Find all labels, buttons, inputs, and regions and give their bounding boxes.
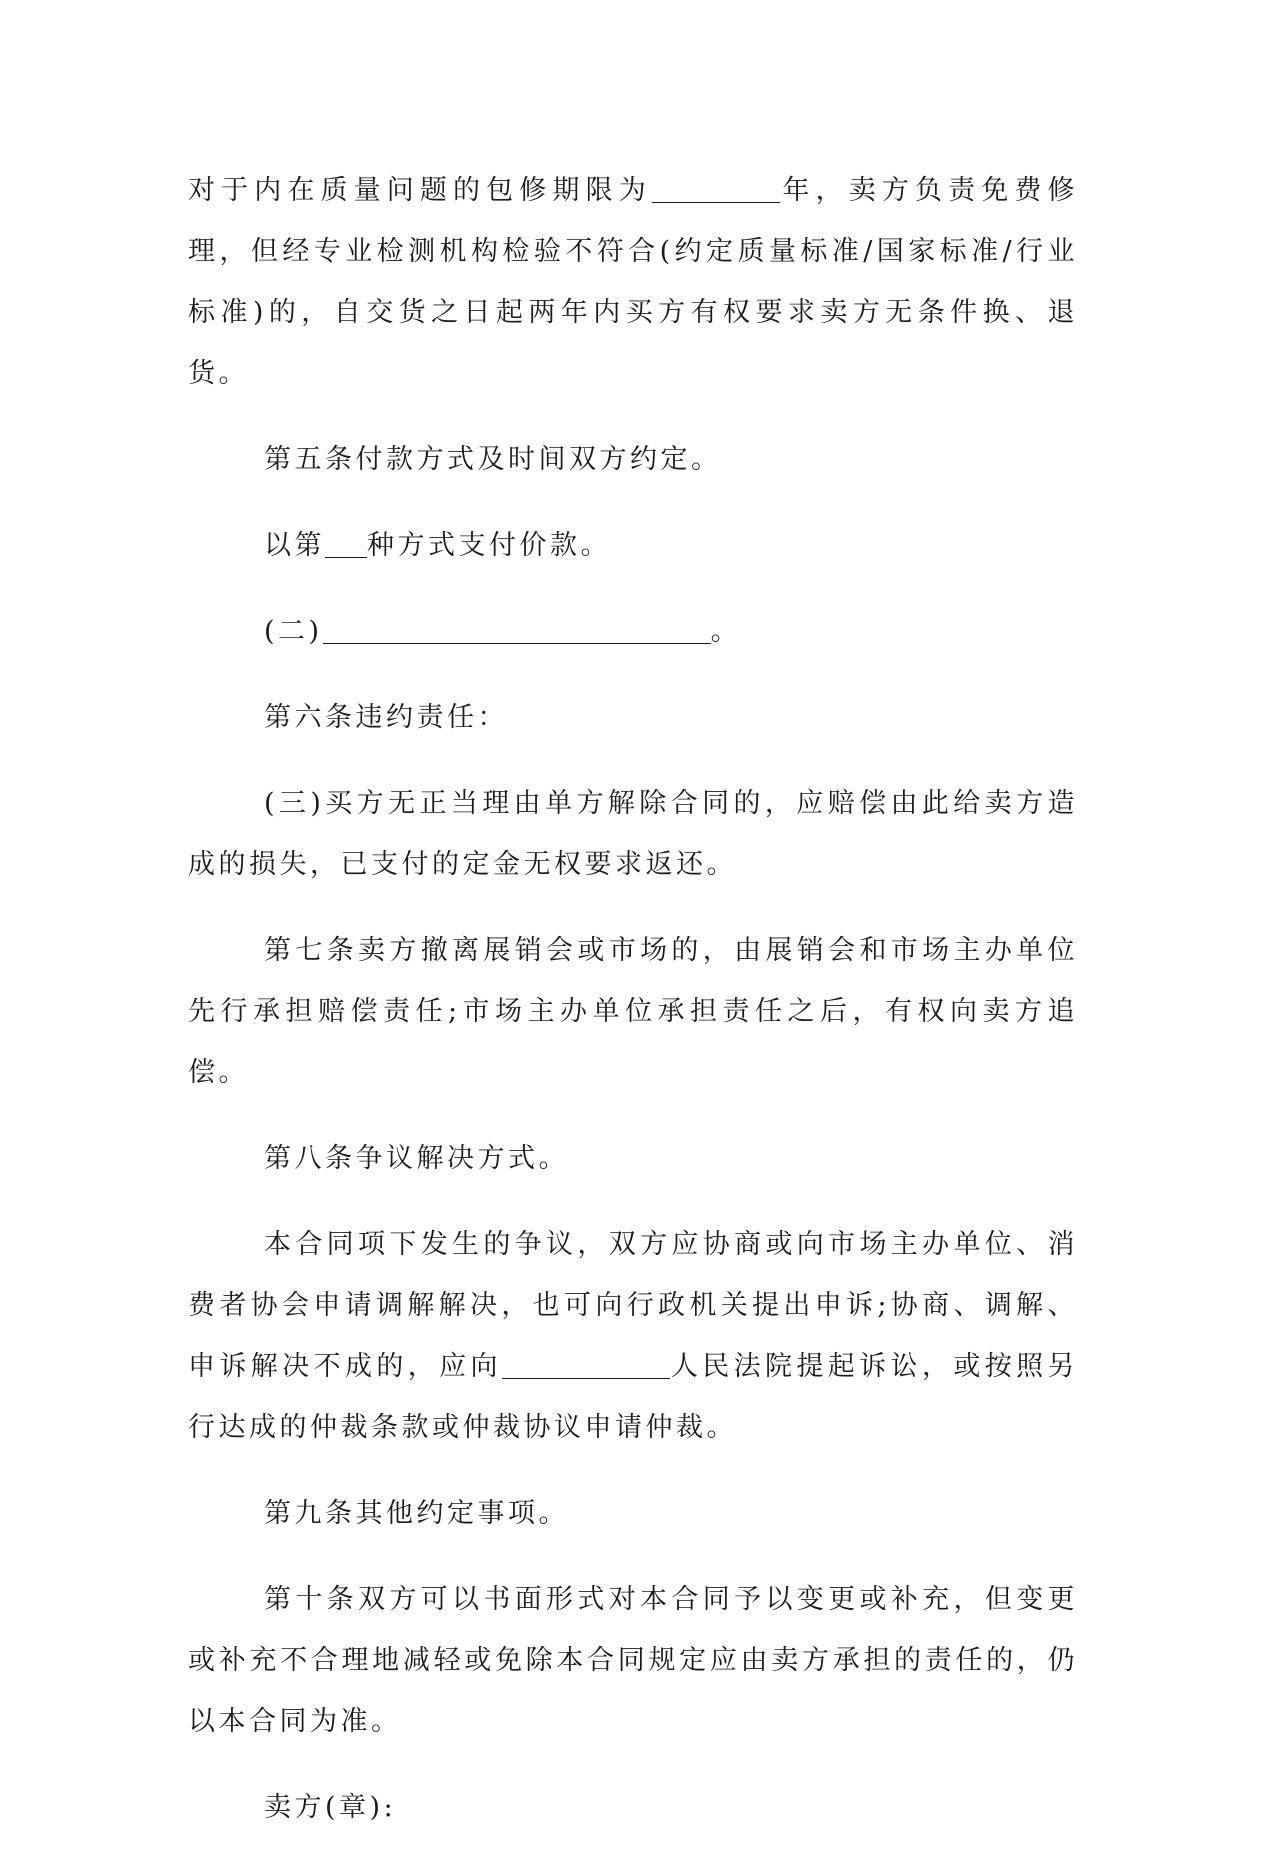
paragraph-item-3-buyer-termination: (三)买方无正当理由单方解除合同的，应赔偿由此给卖方造成的损失，已支付的定金无权要求返还。 bbox=[188, 788, 1078, 880]
article-6-heading: 第六条违约责任： bbox=[264, 702, 508, 733]
court-name-blank bbox=[502, 1350, 670, 1379]
payment-text-before: 以第 bbox=[264, 530, 325, 561]
article-7-paragraph: 第七条卖方撤离展销会或市场的，由展销会和市场主办单位先行承担赔偿责任;市场主办单位承担责任之后，有权向卖方追偿。 bbox=[188, 935, 1078, 1088]
item-2-end: 。 bbox=[710, 616, 742, 647]
seller-seal-label: 卖方(章): bbox=[264, 1792, 397, 1823]
paragraph-item-2 bbox=[188, 601, 1078, 662]
paragraph-warranty-period bbox=[188, 160, 1078, 404]
warranty-years-blank bbox=[652, 174, 780, 203]
article-8-heading: 第八条争议解决方式。 bbox=[264, 1143, 569, 1174]
article-9-heading: 第九条其他约定事项。 bbox=[264, 1498, 569, 1529]
warranty-text-before: 对于内在质量问题的包修期限为 bbox=[188, 175, 652, 206]
item-2-blank bbox=[323, 615, 711, 644]
paragraph-dispute-resolution bbox=[188, 1214, 1078, 1458]
payment-text-after: 种方式支付价款。 bbox=[367, 530, 611, 561]
article-10-paragraph: 第十条双方可以书面形式对本合同予以变更或补充，但变更或补充不合理地减轻或免除本合同规定应由卖方承担的责任的，仍以本合同为准。 bbox=[188, 1584, 1078, 1737]
article-5-heading: 第五条付款方式及时间双方约定。 bbox=[264, 444, 722, 475]
warranty-text-after: 年，卖方负责免费修理，但经专业检测机构检验不符合(约定质量标准/国家标准/行业标准)的，自交货之日起两年内买方有权要求卖方无条件换、退货。 bbox=[188, 175, 1079, 389]
item-2-label: (二) bbox=[264, 616, 323, 647]
dispute-text-after: 人民法院提起诉讼，或按照另行达成的仲裁条款或仲裁协议申请仲裁。 bbox=[188, 1351, 1079, 1443]
payment-method-blank bbox=[325, 529, 367, 558]
dispute-text-before: 本合同项下发生的争议，双方应协商或向市场主办单位、消费者协会申请调解解决，也可向行政机关提出申诉;协商、调解、申诉解决不成的，应向 bbox=[188, 1229, 1078, 1382]
document-body bbox=[188, 160, 1078, 1863]
paragraph-payment-method bbox=[188, 515, 1078, 576]
